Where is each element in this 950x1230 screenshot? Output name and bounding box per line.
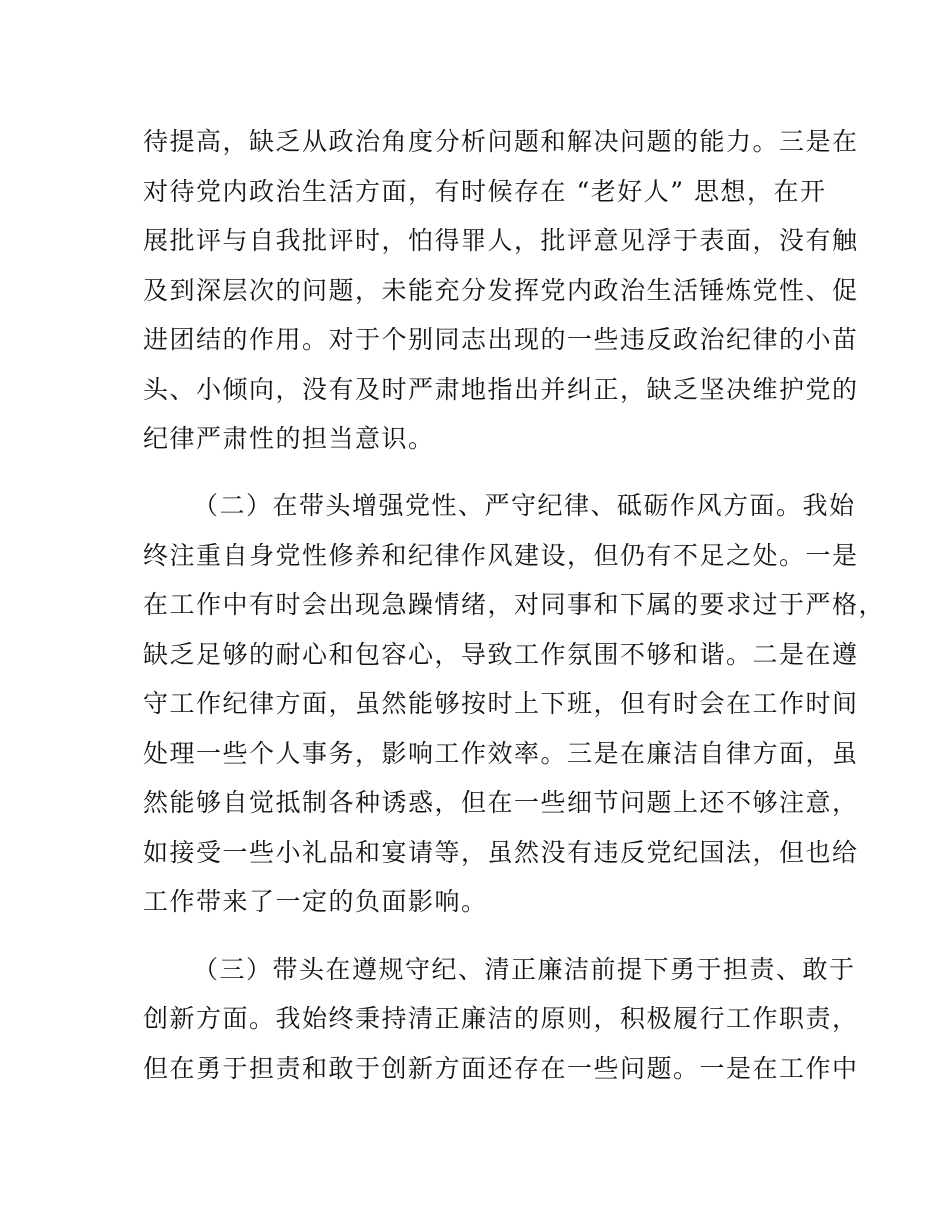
text-line: 展批评与自我批评时，怕得罪人，批评意见浮于表面，没有触: [143, 226, 859, 255]
text-line: 然能够自觉抵制各种诱惑，但在一些细节问题上还不够注意，: [143, 788, 859, 817]
text-line: 及到深层次的问题，未能充分发挥党内政治生活锤炼党性、促: [143, 276, 859, 305]
text-line: 在工作中有时会出现急躁情绪，对同事和下属的要求过于严格，: [143, 590, 886, 619]
text-line: 纪律严肃性的担当意识。: [143, 424, 435, 453]
text-line: 进团结的作用。对于个别同志出现的一些违反政治纪律的小苗: [143, 325, 859, 354]
text-line: 但在勇于担责和敢于创新方面还存在一些问题。一是在工作中: [143, 1054, 859, 1083]
text-line: 如接受一些小礼品和宴请等，虽然没有违反党纪国法，但也给: [143, 838, 859, 867]
text-line: 缺乏足够的耐心和包容心，导致工作氛围不够和谐。二是在遵: [143, 640, 859, 669]
text-line: 工作带来了一定的负面影响。: [143, 887, 488, 916]
text-line: （三）带头在遵规守纪、清正廉洁前提下勇于担责、敢于: [193, 955, 856, 984]
text-line: 守工作纪律方面，虽然能够按时上下班，但有时会在工作时间: [143, 689, 859, 718]
text-line: 对待党内政治生活方面，有时候存在 “老好人” 思想，在开: [143, 177, 827, 206]
text-line: （二）在带头增强党性、严守纪律、砥砺作风方面。我始: [193, 491, 856, 520]
text-line: 终注重自身党性修养和纪律作风建设，但仍有不足之处。一是: [143, 541, 859, 570]
text-line: 头、小倾向，没有及时严肃地指出并纠正，缺乏坚决维护党的: [143, 375, 859, 404]
text-line: 创新方面。我始终秉持清正廉洁的原则，积极履行工作职责，: [143, 1004, 859, 1033]
text-line: 处理一些个人事务，影响工作效率。三是在廉洁自律方面，虽: [143, 739, 859, 768]
text-line: 待提高，缺乏从政治角度分析问题和解决问题的能力。三是在: [143, 127, 859, 156]
